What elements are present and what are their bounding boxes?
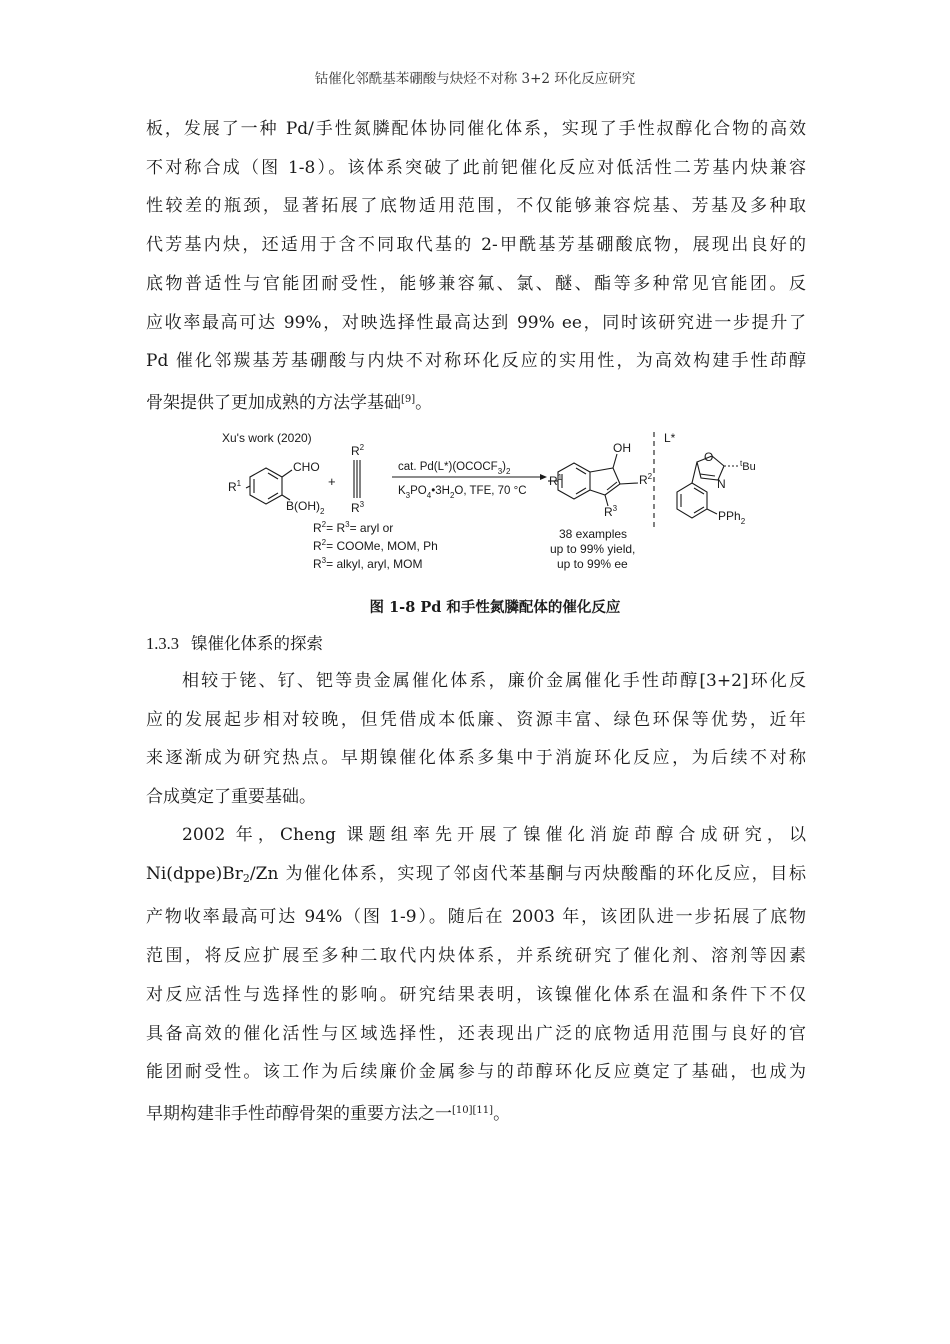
examples-label: 38 examples [559, 527, 628, 541]
tbu-label: $^t$Bu [740, 459, 756, 473]
text-line: 对反应活性与选择性的影响。研究结果表明，该镍催化体系在温和条件下不仅 [146, 984, 806, 1005]
pph2-label: PPh$_2$ [718, 509, 746, 526]
section-heading [146, 630, 323, 654]
text-line: Pd 催化邻羰基芳基硼酸与内炔不对称环化反应的实用性，为高效构建手性茚醇 [146, 351, 806, 372]
text-line: 应收率最高可达 99%，对映选择性最高达到 99% ee，同时该研究进一步提升了 [146, 312, 806, 333]
paragraph-1 [146, 110, 806, 423]
text-line: 板，发展了一种 Pd/手性氮膦配体协同催化体系，实现了手性叔醇化合物的高效 [146, 119, 806, 139]
text-line: 能团耐受性。该工作为后续廉价金属参与的茚醇环化反应奠定了基础，也成为 [146, 1062, 806, 1083]
header-rule [143, 92, 807, 93]
paragraph-2 [146, 662, 806, 817]
running-head: 钴催化邻酰基苯硼酸与炔烃不对称 3+2 环化反应研究 [314, 71, 636, 87]
oh-label: OH [613, 441, 631, 455]
product-r2-label: $R^2$ [639, 472, 653, 487]
base-solvent-label: $K_3PO_4•3H_2O$, TFE, 70 °C [398, 485, 527, 500]
r3-label: $R^3$ [351, 500, 365, 515]
scope-line-1: $R^2= R^3=$ aryl or [313, 520, 394, 535]
citation[interactable]: [10][11] [452, 1104, 494, 1116]
scope-line-2: $R^2=$ COOMe, MOM, Ph [313, 538, 438, 553]
text-line: 范围，将反应扩展至多种二取代内炔体系，并系统研究了催化剂、溶剂等因素 [146, 946, 806, 967]
scope-line-3: $R^3=$ alkyl, aryl, MOM [313, 556, 423, 571]
text-line: 性较差的瓶颈，显著拓展了底物适用范围，不仅能够兼容烷基、芳基及多种取 [146, 196, 806, 217]
text-line: 代芳基内炔，还适用于含不同取代基的 2-甲酰基芳基硼酸底物，展现出良好的 [146, 235, 806, 256]
ligand-label: L* [664, 431, 676, 445]
product-r1-label: $R^1$ [549, 473, 563, 488]
text-line: 不对称合成（图 1-8）。该体系突破了此前钯催化反应对低活性二芳基内炔兼容 [146, 157, 806, 178]
yield-label: up to 99% yield, [550, 542, 636, 556]
catalyst-label: cat. $Pd(L*)(OCOCF_3)_2$ [398, 461, 511, 476]
benzene-ring-product [558, 463, 590, 499]
work-label: Xu's work (2020) [222, 431, 312, 445]
ligand-n-atom: N [717, 477, 726, 491]
citation[interactable]: [9] [401, 393, 416, 405]
text-line: 来逐渐成为研究热点。早期镍催化体系多集中于消旋环化反应，为后续不对称 [146, 748, 806, 769]
benzene-ring-substrate [250, 468, 282, 504]
text-line: $Ni(dppe)Br_2/Zn$ 为催化体系，实现了邻卤代苯基酮与丙炔酸酯的环化反应，目标 [146, 863, 806, 885]
text-line: 骨架提供了更加成熟的方法学基础[9]。 [146, 392, 433, 413]
text-line: 合成奠定了重要基础。 [146, 787, 316, 808]
plus-sign: + [328, 474, 336, 489]
text-line: 产物收率最高可达 94%（图 1-9）。随后在 2003 年，该团队进一步拓展了底物 [146, 907, 806, 928]
text-line: 早期构建非手性茚醇骨架的重要方法之一[10][11]。 [146, 1103, 511, 1124]
r1-label: $R^1$ [228, 479, 242, 494]
reaction-scheme-figure [220, 428, 780, 578]
figure-caption: 图 1-8 Pd 和手性氮膦配体的催化反应 [369, 599, 621, 616]
section-title: 镍催化体系的探索 [191, 634, 323, 653]
boronic-acid-label: $B(OH)_2$ [286, 499, 325, 516]
text-line: 底物普适性与官能团耐受性，能够兼容氟、氯、醚、酯等多种常见官能团。反 [146, 273, 806, 294]
r2-label: $R^2$ [351, 443, 365, 458]
text-line: 具备高效的催化活性与区域选择性，还表现出广泛的底物适用范围与良好的官 [146, 1023, 806, 1044]
product-r3-label: $R^3$ [604, 504, 618, 519]
arrow-head [540, 474, 547, 480]
ligand-o-atom: O [704, 450, 714, 464]
text-line: 相较于铑、钌、钯等贵金属催化体系，廉价金属催化手性茚醇[3+2]环化反 [182, 671, 806, 691]
text-line: 应的发展起步相对较晚，但凭借成本低廉、资源丰富、绿色环保等优势，近年 [146, 709, 806, 730]
paragraph-3 [146, 816, 806, 1134]
section-number: 1.3.3 [146, 634, 179, 653]
ee-label: up to 99% ee [557, 557, 628, 571]
cho-label: CHO [293, 460, 320, 474]
text-line: 2002 年，Cheng 课题组率先开展了镍催化消旋茚醇合成研究，以 [182, 825, 806, 845]
